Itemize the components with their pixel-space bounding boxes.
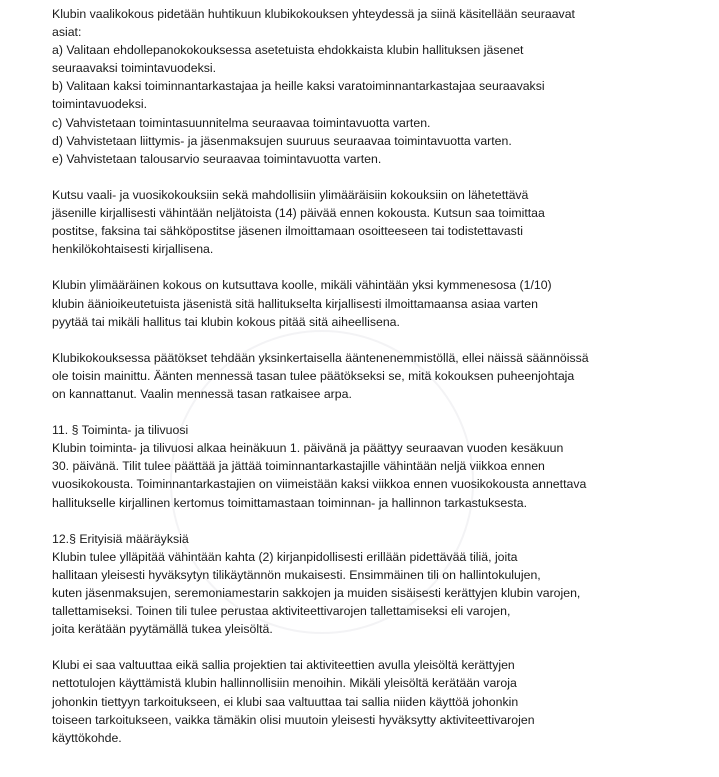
section-11-line: hallitukselle kirjallinen kertomus toimittamastaan toiminnan- ja hallinnon tarkastuksesta. [52,495,528,510]
prohibition-line: käyttökohde. [52,730,122,745]
intro-line: Klubin vaalikokous pidetään huhtikuun klubikokouksen yhteydessä ja siinä käsitellään seuraavat [52,7,575,21]
intro-item-d: d) Vahvistetaan liittymis- ja jäsenmaksujen suuruus seuraavaa toimintavuotta varten. [52,133,512,148]
intro-item-a-cont: seuraavaksi toimintavuodeksi. [52,61,217,76]
section-12-line: kuten jäsenmaksujen, seremoniamestarin sakkojen ja muiden sisäisesti kerättyjen klubin varojen, [52,586,581,600]
section-12 [52,530,716,639]
section-11-line: vuosikokousta. Toiminnantarkastajien on viimeistään kaksi viikkoa ennen vuosikokousta annettava [52,477,587,492]
prohibition-line: nettotulojen käyttämistä klubin hallinnollisiin menoihin. Mikäli yleisöltä kerätään varoja [52,676,517,691]
extraordinary-line: klubin äänioikeutetuista jäsenistä sitä hallitukselta kirjallisesti ilmoittamaansa asiaa varten [52,296,538,311]
prohibition-line: johonkin tiettyyn tarkoitukseen, ei klubi saa valtuuttaa tai sallia niiden käyttöä johonkin [52,694,519,709]
section-11-line: Klubin toiminta- ja tilivuosi alkaa heinäkuun 1. päivänä ja päättyy seuraavan vuoden kesäkuun [52,441,564,456]
decisions-line: Klubikokouksessa päätökset tehdään yksinkertaisella ääntenenemmistöllä, ellei näissä säännöissä [52,350,589,365]
intro-paragraph [52,5,716,168]
section-12-heading: 12.§ Erityisiä määräyksiä [52,531,189,546]
section-11-line: 30. päivänä. Tilit tulee päättää ja jättää toiminnantarkastajille vähintään neljä viikkoa ennen [52,459,545,474]
document-page [52,5,716,765]
extraordinary-line: Klubin ylimääräinen kokous on kutsuttava koolle, mikäli vähintään yksi kymmenesosa (1/10) [52,278,552,293]
decisions-paragraph [52,349,716,403]
extraordinary-line: pyytää tai mikäli hallitus tai klubin kokous pitää sitä aiheellisena. [52,314,400,329]
intro-item-a: a) Valitaan ehdollepanokokouksessa asetetuista ehdokkaista klubin hallituksen jäsenet [52,43,524,58]
prohibition-paragraph [52,656,716,746]
intro-item-b-cont: toimintavuodeksi. [52,97,148,112]
invitation-paragraph [52,186,716,258]
invitation-line: henkilökohtaisesti kirjallisena. [52,242,214,257]
section-11 [52,421,716,511]
invitation-line: postitse, faksina tai sähköpostitse jäsenen ilmoittamaan osoitteeseen tai todistettavasti [52,224,523,239]
section-12-line: joita kerätään pyytämällä tukea yleisöltä. [52,622,273,637]
invitation-line: Kutsu vaali- ja vuosikokouksiin sekä mahdollisiin ylimääräisiin kokouksiin on lähetettävä [52,187,529,202]
invitation-line: jäsenille kirjallisesti vähintään neljätoista (14) päivää ennen kokousta. Kutsun saa toimittaa [52,206,545,221]
prohibition-line: Klubi ei saa valtuuttaa eikä sallia projektien tai aktiviteettien avulla yleisöltä kerättyjen [52,658,515,673]
section-12-line: Klubin tulee ylläpitää vähintään kahta (2) kirjanpidollisesti erillään pidettävää tiliä, joita [52,549,518,564]
section-12-line: hallitaan yleisesti hyväksytyn tilikäytännön mukaisesti. Ensimmäinen tili on hallintokulujen, [52,567,541,582]
intro-item-c: c) Vahvistetaan toimintasuunnitelma seuraavaa toimintavuotta varten. [52,115,431,130]
intro-line: asiat: [52,25,82,40]
extraordinary-meeting-paragraph [52,276,716,330]
decisions-line: ole toisin mainittu. Äänten mennessä tasan tulee päätökseksi se, mitä kokouksen puheenjohtaja [52,368,575,383]
decisions-line: on kannattanut. Vaalin mennessä tasan ratkaisee arpa. [52,386,352,401]
section-12-line: tallettamiseksi. Toinen tili tulee perustaa aktiviteettivarojen tallettamiseksi eli varojen, [52,604,511,619]
intro-item-b: b) Valitaan kaksi toiminnantarkastajaa ja heille kaksi varatoiminnantarkastajaa seuraavaksi [52,79,545,94]
section-11-heading: 11. § Toiminta- ja tilivuosi [52,423,189,438]
prohibition-line: toiseen tarkoitukseen, vaikka tämäkin olisi muutoin yleisesti hyväksytty aktiviteettivarojen [52,712,535,727]
intro-item-e: e) Vahvistetaan talousarvio seuraavaa toimintavuotta varten. [52,151,382,166]
